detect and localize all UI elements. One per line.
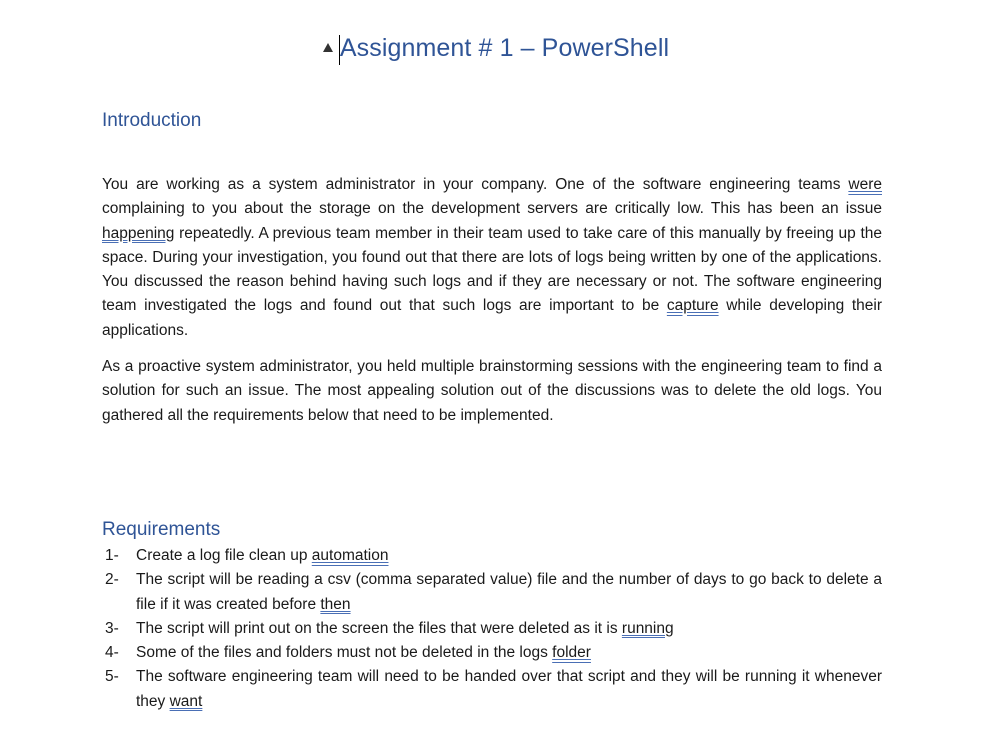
grammar-flagged-word[interactable]: capture <box>666 297 719 315</box>
grammar-flagged-word[interactable]: want <box>169 692 203 710</box>
title-row <box>0 34 992 67</box>
requirement-number: 1- <box>105 547 119 564</box>
introduction-heading[interactable]: Introduction <box>102 110 202 131</box>
requirement-number: 4- <box>105 644 119 662</box>
grammar-flagged-word[interactable]: then <box>320 595 351 613</box>
requirement-item[interactable] <box>102 665 882 714</box>
requirement-item[interactable] <box>102 544 882 568</box>
requirement-text-body: Some of the files and folders must not be deleted in the logs <box>136 644 553 662</box>
grammar-flagged-word[interactable]: happening <box>102 224 175 242</box>
requirement-number: 2- <box>105 571 119 589</box>
requirement-text <box>136 665 882 714</box>
grammar-flagged-word[interactable]: running <box>621 619 674 637</box>
requirement-text <box>136 617 882 641</box>
requirement-item[interactable] <box>102 617 882 641</box>
paragraph-text-segment: You are working as a system administrator in your company. One of the software engineering teams <box>102 176 849 193</box>
requirement-item[interactable] <box>102 568 882 617</box>
requirement-number: 5- <box>105 668 119 686</box>
requirement-item[interactable] <box>102 641 882 665</box>
requirement-number: 3- <box>105 619 119 637</box>
requirement-text <box>136 568 882 617</box>
collapse-triangle-icon[interactable] <box>323 43 333 52</box>
introduction-paragraph-1[interactable] <box>102 173 882 343</box>
grammar-flagged-word[interactable]: automation <box>311 547 389 564</box>
introduction-paragraph-2[interactable]: As a proactive system administrator, you held multiple brainstorming sessions with the engineering team to find a solution for such an issue. The most appealing solution out of the discussions was to delete the old logs. You gathered all the requirements below that need to be implemented. <box>102 358 882 424</box>
requirement-text-body: The software engineering team will need to be handed over that script and they will be running it whenever they <box>136 668 882 710</box>
requirement-text <box>136 544 882 568</box>
requirement-text-body: The script will print out on the screen the files that were deleted as it is <box>136 619 622 637</box>
requirement-text-body: The script will be reading a csv (comma separated value) file and the number of days to go back to delete a file if it was created before <box>136 571 882 613</box>
requirements-list <box>102 544 882 714</box>
text-cursor <box>339 35 340 65</box>
requirement-text <box>136 641 882 665</box>
paragraph-text-segment: repeatedly. A previous team member in their team used to take care of this manually by freeing up the space. During your investigation, you found out that there are lots of logs being written by one of the applications. You discussed the reason behind having such logs and if they are necessary or not. The software engineering team investigated the logs and found out that such logs are important to be <box>102 224 882 315</box>
document-title[interactable]: Assignment # 1 – PowerShell <box>339 34 670 62</box>
grammar-flagged-word[interactable]: were <box>848 176 882 193</box>
paragraph-text-segment: while developing their applications. <box>102 297 883 339</box>
grammar-flagged-word[interactable]: folder <box>552 644 591 662</box>
paragraph-text-segment: complaining to you about the storage on the development servers are critically low. This has been an issue <box>102 200 882 218</box>
requirement-text-body: Create a log file clean up <box>136 547 312 564</box>
requirements-heading[interactable]: Requirements <box>102 519 221 540</box>
